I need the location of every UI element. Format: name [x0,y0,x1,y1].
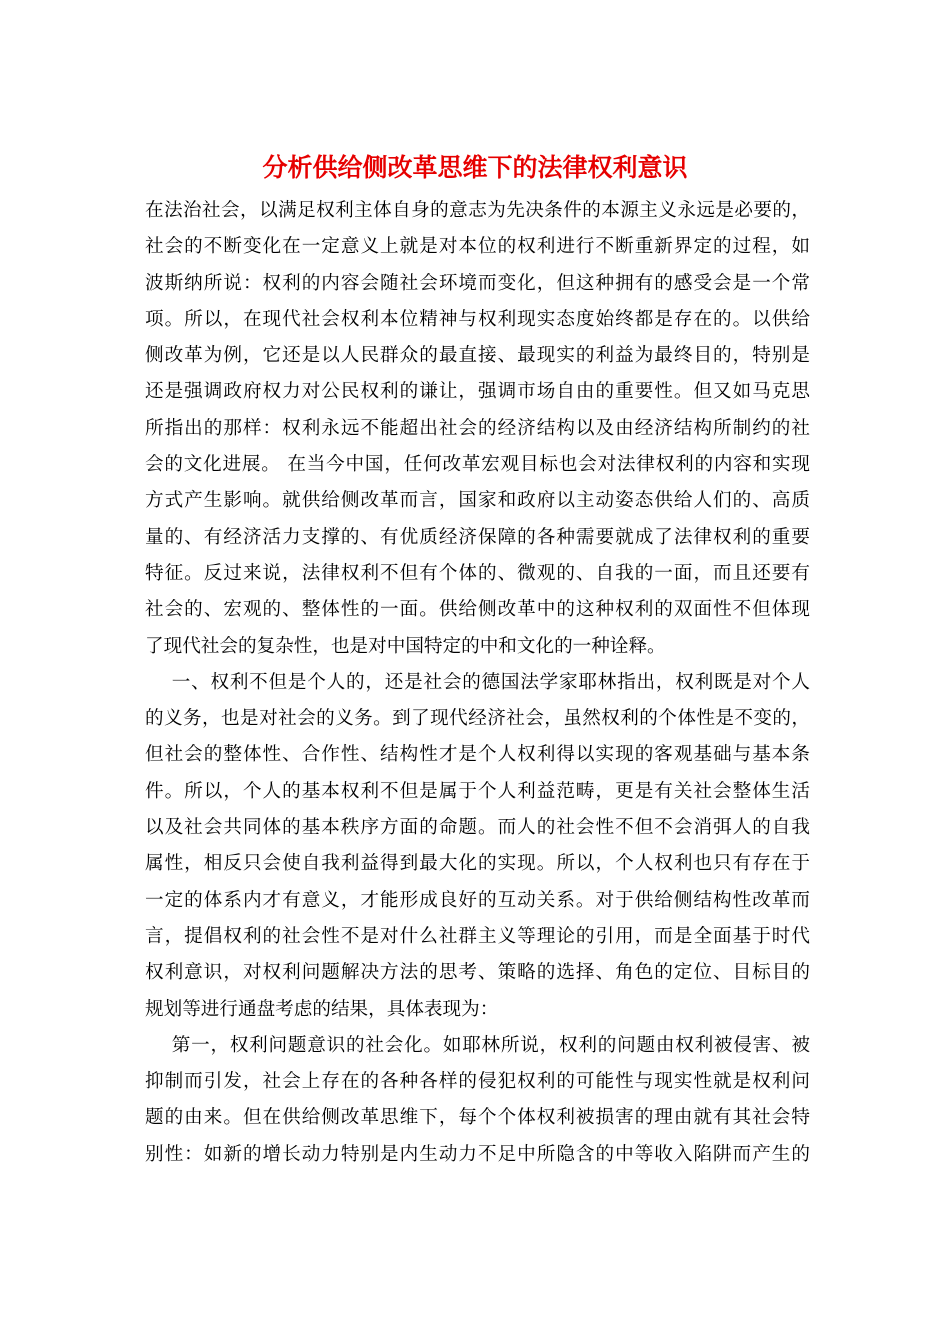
body-line: 言，提倡权利的社会性不是对什么社群主义等理论的引用，而是全面基于时代 [145,925,810,947]
body-line: 侧改革为例，它还是以人民群众的最直接、最现实的利益为最终目的，特别是 [145,345,810,367]
body-line: 还是强调政府权力对公民权利的谦让，强调市场自由的重要性。但又如马克思 [145,381,810,403]
body-line: 的义务，也是对社会的义务。到了现代经济社会，虽然权利的个体性是不变的， [145,708,810,730]
body-line: 波斯纳所说：权利的内容会随社会环境而变化，但这种拥有的感受会是一个常 [145,272,810,294]
body-line: 方式产生影响。就供给侧改革而言，国家和政府以主动姿态供给人们的、高质 [145,490,810,512]
body-line: 别性：如新的增长动力特别是内生动力不足中所隐含的中等收入陷阱而产生的 [145,1143,810,1165]
body-line: 一、权利不但是个人的，还是社会的德国法学家耶林指出，权利既是对个人 [145,671,810,693]
body-line: 社会的、宏观的、整体性的一面。供给侧改革中的这种权利的双面性不但体现 [145,599,810,621]
body-line: 特征。反过来说，法律权利不但有个体的、微观的、自我的一面，而且还要有 [145,562,810,584]
body-line: 在法治社会，以满足权利主体自身的意志为先决条件的本源主义永远是必要的， [145,200,810,221]
body-line: 项。所以，在现代社会权利本位精神与权利现实态度始终都是存在的。以供给 [145,308,810,330]
body-line: 会的文化进展。 在当今中国，任何改革宏观目标也会对法律权利的内容和实现 [145,454,810,476]
body-line: 社会的不断变化在一定意义上就是对本位的权利进行不断重新界定的过程，如 [145,236,810,258]
body-line: 以及社会共同体的基本秩序方面的命题。而人的社会性不但不会消弭人的自我 [145,817,810,839]
body-line: 属性，相反只会使自我利益得到最大化的实现。所以，个人权利也只有存在于 [145,853,810,875]
body-line: 第一，权利问题意识的社会化。如耶林所说，权利的问题由权利被侵害、被 [145,1034,810,1056]
body-line: 抑制而引发，社会上存在的各种各样的侵犯权利的可能性与现实性就是权利问 [145,1071,810,1093]
body-line: 规划等进行通盘考虑的结果，具体表现为： [145,998,499,1020]
document-title: 分析供给侧改革思维下的法律权利意识 [262,153,688,182]
body-line: 量的、有经济活力支撑的、有优质经济保障的各种需要就成了法律权利的重要 [145,526,810,548]
body-line: 了现代社会的复杂性，也是对中国特定的中和文化的一种诠释。 [145,635,666,657]
body-line: 题的由来。但在供给侧改革思维下，每个个体权利被损害的理由就有其社会特 [145,1107,810,1129]
body-line: 件。所以，个人的基本权利不但是属于个人利益范畴，更是有关社会整体生活 [145,780,810,802]
document-body [145,193,810,1173]
body-line: 权利意识，对权利问题解决方法的思考、策略的选择、角色的定位、目标目的 [145,962,810,984]
body-line: 一定的体系内才有意义，才能形成良好的互动关系。对于供给侧结构性改革而 [145,889,810,911]
body-line: 所指出的那样：权利永远不能超出社会的经济结构以及由经济结构所制约的社 [145,417,810,439]
body-line: 但社会的整体性、合作性、结构性才是个人权利得以实现的客观基础与基本条 [145,744,810,766]
